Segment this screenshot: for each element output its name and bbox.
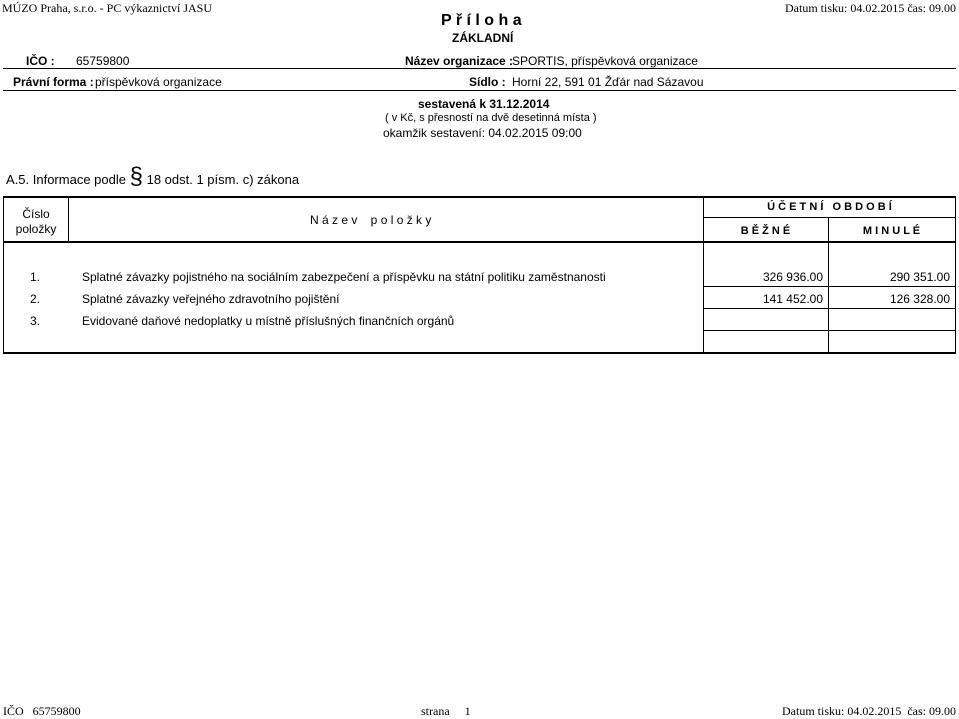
section-code: A.5. <box>6 172 30 187</box>
compilation-moment: okamžik sestavení: 04.02.2015 09:00 <box>383 126 582 140</box>
row-current-value: 326 936.00 <box>762 270 823 284</box>
precision-note: ( v Kč, s přesností na dvě desetinná místa ) <box>385 112 597 124</box>
row-name: Evidované daňové nedoplatky u místně příslušných finančních orgánů <box>82 314 455 328</box>
row-current-value: 141 452.00 <box>762 292 823 306</box>
row-number: 3. <box>30 314 41 328</box>
seat-label: Sídlo : <box>469 75 506 89</box>
col-header-period: Ú Č E T N Í O B D O B Í <box>767 201 892 213</box>
section-sign-icon: § <box>129 163 143 190</box>
row-previous-value: 290 351.00 <box>889 270 950 284</box>
page-subtitle: ZÁKLADNÍ <box>452 31 514 45</box>
legal-form-value: příspěvková organizace <box>95 75 222 89</box>
footer-page-number: strana 1 <box>421 704 471 718</box>
section-title-after: 18 odst. 1 písm. c) zákona <box>146 172 300 187</box>
col-header-current: B Ě Ž N É <box>740 225 791 237</box>
header-divider-2 <box>3 90 956 91</box>
footer-print-date: Datum tisku: 04.02.2015 čas: 09.00 <box>782 704 956 718</box>
row-number: 2. <box>30 292 41 306</box>
col-header-number: Číslo položky <box>15 207 57 236</box>
org-name-value: SPORTIS, příspěvková organizace <box>512 54 698 68</box>
row-name: Splatné závazky pojistného na sociálním zabezpečení a příspěvku na státní politiku zaměstnanosti <box>82 270 606 284</box>
section-heading <box>6 165 299 189</box>
ico-value: 65759800 <box>76 54 130 68</box>
page-title: P ř í l o h a <box>441 12 522 29</box>
row-name: Splatné závazky veřejného zdravotního pojištění <box>82 292 340 306</box>
org-name-label: Název organizace : <box>405 54 514 68</box>
section-title-before: Informace podle <box>32 172 126 187</box>
ico-label: IČO : <box>26 54 55 68</box>
legal-form-label: Právní forma : <box>13 75 94 89</box>
seat-value: Horní 22, 591 01 Žďár nad Sázavou <box>512 75 704 89</box>
header-divider <box>3 68 956 69</box>
col-header-previous: M I N U L É <box>862 225 921 237</box>
footer-ico: IČO 65759800 <box>3 704 81 718</box>
row-previous-value: 126 328.00 <box>889 292 950 306</box>
col-header-name: N á z e v p o l o ž k y <box>310 213 432 227</box>
print-date: Datum tisku: 04.02.2015 čas: 09.00 <box>785 1 956 15</box>
compiled-as-of: sestavená k 31.12.2014 <box>418 97 550 111</box>
row-number: 1. <box>30 270 41 284</box>
app-name: MÚZO Praha, s.r.o. - PC výkaznictví JASU <box>2 1 212 15</box>
